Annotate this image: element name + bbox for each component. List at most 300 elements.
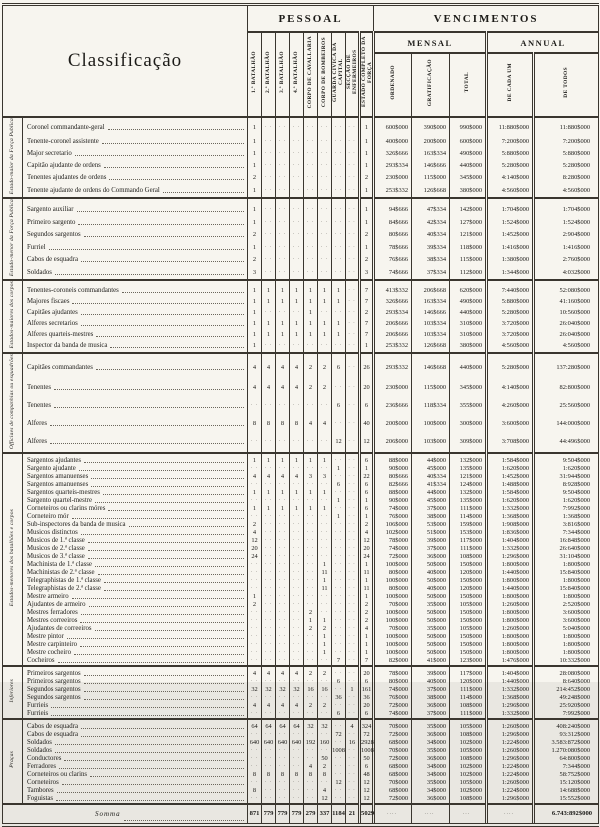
money-cell: 36$000 [412, 702, 450, 710]
count-cell: 16 [318, 686, 332, 694]
count-cell: · · [290, 117, 304, 135]
row-label: Sargento quartel-mestre [27, 496, 92, 504]
count-cell: · · [346, 545, 360, 553]
count-cell: 1 [304, 505, 318, 513]
money-cell: 1:332$000 [487, 710, 534, 719]
count-cell: · · [262, 569, 276, 577]
count-cell: 1 [290, 489, 304, 497]
row-label: Tenente-coronel assistente [27, 137, 99, 145]
money-cell: 105$000 [450, 601, 487, 609]
classification-cell [23, 505, 248, 513]
count-cell: 20 [360, 545, 374, 553]
count-cell: · · [304, 481, 318, 489]
count-cell: 1 [318, 280, 332, 296]
money-cell: 1:800$000 [487, 633, 534, 641]
count-cell: · · [304, 795, 318, 804]
row-label: Mestre pintor [27, 632, 64, 640]
count-cell: 32 [276, 686, 290, 694]
count-cell: · · [290, 465, 304, 473]
count-cell: · · [332, 739, 346, 747]
count-cell: 8 [290, 771, 304, 779]
count-cell: · · [318, 254, 332, 266]
count-cell: 4 [304, 763, 318, 771]
count-cell: · · [276, 340, 290, 352]
money-cell: 5:280$000 [487, 308, 534, 319]
count-cell: · · [304, 184, 318, 198]
dot-leader [109, 179, 244, 180]
count-cell: 3 [318, 473, 332, 481]
count-cell: · · [276, 148, 290, 160]
personnel-column-header-cell [332, 32, 346, 117]
somma-money-cell: . . . . [412, 804, 450, 825]
count-cell: 12 [360, 795, 374, 804]
money-cell: 45$000 [412, 497, 450, 505]
somma-money-cell: 6.743:892$000 [534, 804, 599, 825]
count-cell: · · [346, 521, 360, 529]
money-cell: 115$000 [412, 379, 450, 397]
row-label: Ajudantes de armeiro [27, 600, 86, 608]
money-column-header: TOTAL [464, 72, 471, 93]
money-cell: 150$000 [450, 577, 487, 585]
count-cell: 4 [360, 625, 374, 633]
count-cell: 7 [360, 280, 374, 296]
table-row [3, 633, 599, 641]
count-cell: · · [318, 217, 332, 229]
classification-cell [23, 747, 248, 755]
money-cell: 121$000 [450, 473, 487, 481]
money-cell: 74$000 [374, 505, 412, 513]
money-cell: 253$332 [374, 340, 412, 352]
money-cell: 40$000 [412, 678, 450, 686]
row-label: Sargento ajudante [27, 464, 76, 472]
count-cell: 1 [360, 633, 374, 641]
count-cell: · · [248, 710, 262, 719]
somma-count-cell: 779 [262, 804, 276, 825]
count-cell: · · [276, 787, 290, 795]
count-cell: · · [290, 497, 304, 505]
count-cell: 6 [360, 678, 374, 686]
row-label: Sargentos ajudantes [27, 456, 82, 464]
table-row [3, 577, 599, 585]
count-cell: · · [318, 553, 332, 561]
count-cell: · · [262, 160, 276, 172]
group-label-cell [3, 198, 23, 280]
count-cell: 2 [304, 666, 318, 678]
money-cell: 105$000 [450, 747, 487, 755]
table-row [3, 641, 599, 649]
money-cell: 114$000 [450, 694, 487, 702]
money-cell: 58:752$000 [534, 771, 599, 779]
classification-cell [23, 593, 248, 601]
count-cell: · · [290, 625, 304, 633]
money-cell: 108$000 [450, 553, 487, 561]
money-cell: 345$000 [450, 172, 487, 184]
money-column-header: DE TODOS [563, 67, 570, 98]
money-cell: 15:552$000 [534, 795, 599, 804]
dot-leader [58, 662, 244, 663]
count-cell: 72 [332, 731, 346, 739]
count-cell: · · [276, 172, 290, 184]
count-cell: · · [304, 601, 318, 609]
count-cell: · · [248, 795, 262, 804]
count-cell: 4 [360, 529, 374, 537]
money-cell: 100$000 [374, 633, 412, 641]
money-cell: 1:704$000 [534, 198, 599, 217]
count-cell: · · [346, 172, 360, 184]
count-cell: 12 [360, 433, 374, 453]
classification-cell [23, 379, 248, 397]
count-cell: · · [290, 266, 304, 280]
money-cell: 37$000 [412, 686, 450, 694]
classification-cell [23, 702, 248, 710]
money-cell: 1:404$000 [487, 537, 534, 545]
money-cell: 5:880$000 [487, 297, 534, 308]
count-cell: · · [332, 453, 346, 465]
dot-leader [84, 691, 244, 692]
money-cell: 90$000 [374, 497, 412, 505]
money-cell: 76$666 [374, 254, 412, 266]
dot-leader [57, 792, 244, 793]
count-cell: · · [276, 529, 290, 537]
money-column-header-cell [487, 53, 534, 117]
classification-cell [23, 308, 248, 319]
count-cell: · · [346, 433, 360, 453]
count-cell: 64 [248, 719, 262, 731]
count-cell: 1 [318, 453, 332, 465]
table-row [3, 160, 599, 172]
count-cell: 1 [248, 117, 262, 135]
money-cell: 8:928$000 [534, 481, 599, 489]
money-cell: 76$000 [374, 513, 412, 521]
money-cell: 105$000 [450, 719, 487, 731]
count-cell: 64 [262, 719, 276, 731]
count-cell: · · [332, 702, 346, 710]
count-cell: 1 [318, 633, 332, 641]
money-cell: 38$000 [412, 513, 450, 521]
table-row [3, 702, 599, 710]
count-cell: · · [346, 217, 360, 229]
count-cell: · · [262, 553, 276, 561]
count-cell: · · [290, 577, 304, 585]
count-cell: · · [318, 117, 332, 135]
count-cell: · · [276, 678, 290, 686]
money-cell: 34$000 [412, 771, 450, 779]
count-cell: 48 [360, 771, 374, 779]
count-cell: · · [276, 585, 290, 593]
count-cell: · · [318, 678, 332, 686]
count-cell: 12 [332, 433, 346, 453]
somma-count-cell: 279 [304, 804, 318, 825]
money-cell: 440$000 [450, 160, 487, 172]
table-row [3, 747, 599, 755]
count-cell: 1 [276, 329, 290, 340]
money-cell: 5:280$000 [487, 353, 534, 380]
classification-cell [23, 184, 248, 198]
count-cell: · · [276, 254, 290, 266]
classification-cell [23, 148, 248, 160]
money-cell: 390$000 [412, 117, 450, 135]
row-label: Tenentes-coroneis commandantes [27, 286, 119, 294]
money-column-header: ORDENADO [389, 65, 396, 100]
money-cell: 114$000 [450, 513, 487, 521]
classification-cell [23, 513, 248, 521]
count-cell: 2 [304, 609, 318, 617]
money-cell: 100$000 [374, 617, 412, 625]
count-cell: · · [332, 266, 346, 280]
dot-leader [81, 325, 244, 326]
count-cell: · · [318, 184, 332, 198]
count-cell: · · [304, 148, 318, 160]
somma-count-cell: 337 [318, 804, 332, 825]
dot-leader [72, 598, 244, 599]
money-cell: 4:560$000 [487, 340, 534, 352]
money-cell: 111$000 [450, 710, 487, 719]
table-row [3, 397, 599, 415]
money-cell: 132$000 [450, 453, 487, 465]
count-cell: · · [346, 280, 360, 296]
count-cell: · · [276, 710, 290, 719]
money-cell: 16:848$000 [534, 537, 599, 545]
count-cell: 1 [262, 280, 276, 296]
table-row [3, 710, 599, 719]
row-label: Tambores [27, 786, 54, 794]
count-cell: · · [276, 601, 290, 609]
row-label: Sargento auxiliar [27, 205, 74, 213]
count-cell: · · [276, 198, 290, 217]
dot-leader [81, 736, 244, 737]
count-cell: 1 [360, 497, 374, 505]
count-cell: · · [332, 585, 346, 593]
count-cell: · · [290, 217, 304, 229]
count-cell: · · [346, 497, 360, 505]
table-row [3, 529, 599, 537]
personnel-column-header-cell [248, 32, 262, 117]
money-cell: 36$000 [412, 731, 450, 739]
row-label: Conductores [27, 754, 62, 762]
money-cell: 150$000 [450, 641, 487, 649]
count-cell: · · [346, 617, 360, 625]
money-cell: 1:296$000 [487, 795, 534, 804]
count-cell: · · [290, 521, 304, 529]
count-cell: 1 [248, 184, 262, 198]
count-cell: 20 [360, 379, 374, 397]
somma-count-cell: 871 [248, 804, 262, 825]
somma-money-cell: . . . . [487, 804, 534, 825]
money-cell: 111$000 [450, 505, 487, 513]
row-label: Ferradores [27, 762, 57, 770]
vencimentos-section-header: VENCIMENTOS [374, 5, 599, 33]
count-cell: · · [290, 561, 304, 569]
table-row [3, 771, 599, 779]
money-cell: 1:800$000 [487, 641, 534, 649]
count-cell: · · [332, 537, 346, 545]
count-cell: · · [346, 340, 360, 352]
count-cell: 4 [290, 666, 304, 678]
money-cell: 120$000 [450, 678, 487, 686]
count-cell: · · [318, 160, 332, 172]
count-cell: · · [248, 561, 262, 569]
money-cell: 117$000 [450, 537, 487, 545]
money-cell: 108$000 [450, 795, 487, 804]
money-cell: 159$000 [450, 521, 487, 529]
money-cell: 7:992$000 [534, 505, 599, 513]
row-label: Mestres correeiros [27, 616, 78, 624]
count-cell: · · [346, 184, 360, 198]
count-cell: · · [332, 771, 346, 779]
count-cell: · · [262, 763, 276, 771]
count-cell: · · [276, 513, 290, 521]
table-row [3, 513, 599, 521]
count-cell: · · [332, 763, 346, 771]
classification-cell [23, 585, 248, 593]
count-cell: · · [276, 266, 290, 280]
money-cell: 1:260$000 [487, 779, 534, 787]
count-cell: · · [276, 497, 290, 505]
money-cell: 70$000 [374, 601, 412, 609]
count-cell: · · [290, 433, 304, 453]
money-cell: 70$000 [374, 779, 412, 787]
row-label: Musicos de 2.ª classe [27, 544, 85, 552]
personnel-column-header: ESTADO COMPLETO DA FORÇA [361, 36, 374, 108]
count-cell: · · [276, 433, 290, 453]
count-cell: 4 [248, 473, 262, 481]
money-cell: 1:368$000 [534, 513, 599, 521]
money-cell: 990$000 [450, 117, 487, 135]
money-cell: 253$332 [374, 184, 412, 198]
count-cell: · · [318, 481, 332, 489]
row-label: Musicos de 3.ª classe [27, 552, 85, 560]
classification-cell [23, 135, 248, 147]
count-cell: · · [346, 329, 360, 340]
money-cell: 135$000 [450, 465, 487, 473]
group-label: Estados-menores dos batalhões e corpos [9, 509, 16, 607]
count-cell: 12 [248, 537, 262, 545]
money-cell: 111$000 [450, 545, 487, 553]
count-cell: 12 [332, 779, 346, 787]
money-cell: 1:584$000 [487, 453, 534, 465]
count-cell: 64 [276, 719, 290, 731]
money-cell: 31:104$000 [534, 553, 599, 561]
count-cell: · · [262, 585, 276, 593]
dot-leader [88, 542, 244, 543]
count-cell: · · [304, 553, 318, 561]
count-cell: · · [346, 254, 360, 266]
count-cell: 640 [262, 739, 276, 747]
money-cell: 206$666 [374, 329, 412, 340]
money-cell: 50$000 [412, 561, 450, 569]
money-cell: 88$000 [374, 489, 412, 497]
row-label: Segundos sargentos [27, 231, 81, 239]
money-cell: 1:260$000 [487, 719, 534, 731]
money-cell: 310$000 [450, 329, 487, 340]
count-cell: 2 [360, 609, 374, 617]
count-cell: 64 [290, 719, 304, 731]
classification-cell [23, 297, 248, 308]
dot-leader [104, 582, 244, 583]
count-cell: 32 [290, 686, 304, 694]
count-cell: 1 [248, 505, 262, 513]
money-cell: 105$000 [450, 625, 487, 633]
count-cell: 1 [248, 489, 262, 497]
count-cell: 3 [360, 266, 374, 280]
money-cell: 1:260$000 [487, 601, 534, 609]
row-label: Capitão ajudante de ordens [27, 162, 101, 170]
count-cell: 1 [290, 453, 304, 465]
money-cell: 35$000 [412, 779, 450, 787]
dot-leader [81, 261, 244, 262]
classification-cell [23, 537, 248, 545]
classification-cell [23, 577, 248, 585]
count-cell: 2 [304, 702, 318, 710]
row-label: Machinistas de 2.ª classe [27, 568, 95, 576]
row-label: Sargentos quarteis-mestres [27, 488, 100, 496]
count-cell: · · [346, 569, 360, 577]
dot-leader [79, 470, 244, 471]
money-cell: 7:344$000 [534, 529, 599, 537]
count-cell: · · [318, 148, 332, 160]
money-column-header-cell [412, 53, 450, 117]
count-cell: · · [304, 465, 318, 473]
money-cell: 50$000 [412, 577, 450, 585]
count-cell: 4 [262, 473, 276, 481]
money-cell: 4:560$000 [487, 184, 534, 198]
table-row [3, 229, 599, 241]
money-cell: 100$000 [374, 593, 412, 601]
money-cell: 72$000 [374, 755, 412, 763]
money-cell: 93:312$000 [534, 731, 599, 739]
count-cell: 2 [248, 229, 262, 241]
dot-leader [55, 744, 244, 745]
table-row [3, 678, 599, 686]
count-cell: 1 [318, 319, 332, 330]
count-cell: · · [346, 609, 360, 617]
count-cell: · · [332, 242, 346, 254]
money-cell: 80$666 [374, 473, 412, 481]
money-cell: 70$000 [374, 747, 412, 755]
row-label: Telegraphistas de 1.ª classe [27, 576, 101, 584]
dot-leader [50, 425, 244, 426]
table-row [3, 198, 599, 217]
count-cell: 4 [262, 353, 276, 380]
count-cell: · · [332, 229, 346, 241]
dot-leader [81, 534, 244, 535]
count-cell: 4 [304, 415, 318, 433]
table-row [3, 593, 599, 601]
count-cell: 1008 [361, 746, 374, 754]
row-label: Major secretario [27, 149, 72, 157]
count-cell: 1 [318, 505, 332, 513]
count-cell: · · [290, 795, 304, 804]
money-cell: 108$000 [450, 755, 487, 763]
money-cell: 1:704$000 [487, 198, 534, 217]
classification-cell [23, 731, 248, 739]
dot-leader [108, 129, 244, 130]
dot-leader [64, 760, 244, 761]
count-cell: · · [262, 657, 276, 666]
count-cell: · · [304, 397, 318, 415]
table-row [3, 686, 599, 694]
money-cell: 1:908$000 [487, 521, 534, 529]
count-cell: · · [276, 184, 290, 198]
table-row [3, 719, 599, 731]
count-cell: · · [346, 135, 360, 147]
money-cell: 1:800$000 [534, 593, 599, 601]
classification-cell [23, 160, 248, 172]
count-cell: · · [290, 254, 304, 266]
count-cell: · · [262, 497, 276, 505]
money-cell: 103$000 [412, 433, 450, 453]
row-label: Corneteiros ou clarins móres [27, 504, 106, 512]
